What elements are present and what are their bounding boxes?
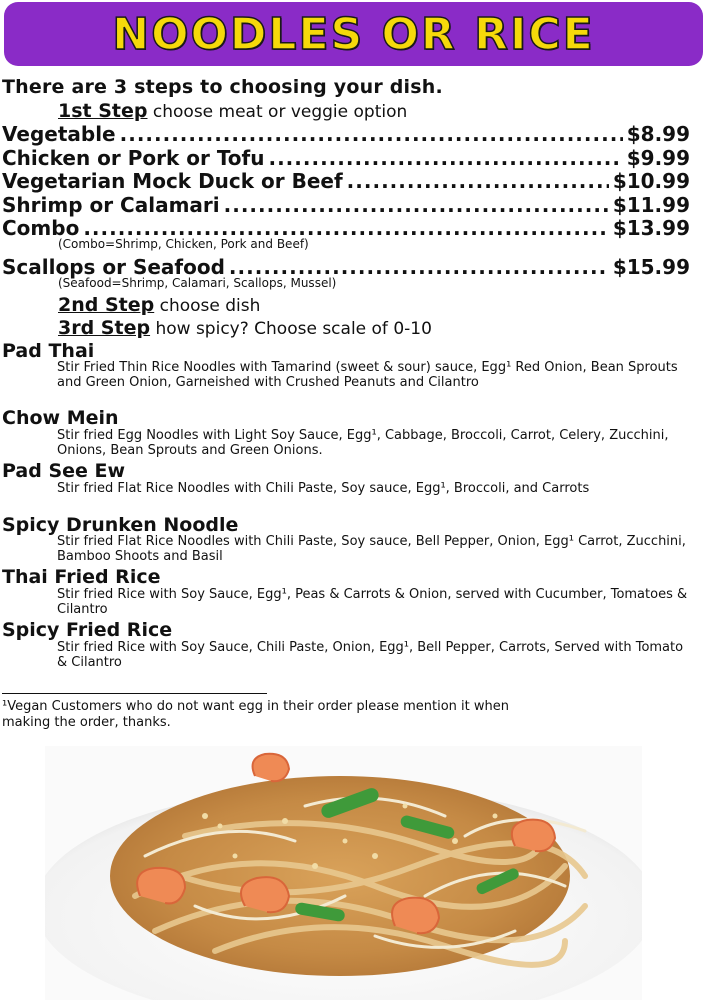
step-text: choose meat or veggie option [152, 102, 408, 122]
step-1 [58, 100, 407, 122]
option-row [2, 193, 690, 217]
step-text: choose dish [159, 296, 261, 316]
option-row [2, 122, 690, 146]
option-price: $13.99 [612, 216, 690, 240]
option-name: Combo [2, 216, 80, 240]
option-row [2, 169, 690, 193]
dot-leader [347, 169, 609, 193]
intro-text: There are 3 steps to choosing your dish. [2, 76, 443, 98]
dish-description: Stir Fried Thin Rice Noodles with Tamarind (sweet & sour) sauce, Egg¹ Red Onion, Bean Sprouts and Green Onion, Garneished with Crushed Peanuts and Cilantro [57, 360, 678, 390]
step-2 [58, 294, 260, 316]
option-price: $15.99 [612, 255, 690, 279]
option-name: Vegetarian Mock Duck or Beef [2, 169, 343, 193]
dish-description: Stir fried Rice with Soy Sauce, Chili Paste, Onion, Egg¹, Bell Pepper, Carrots, Served with Tomato & Cilantro [57, 640, 684, 670]
option-name: Shrimp or Calamari [2, 193, 220, 217]
dish-name: Pad Thai [2, 340, 95, 362]
option-note: (Combo=Shrimp, Chicken, Pork and Beef) [58, 237, 309, 251]
option-price: $9.99 [626, 146, 690, 170]
noodle-plate-image [45, 746, 642, 1000]
dish-description: Stir fried Flat Rice Noodles with Chili Paste, Soy sauce, Bell Pepper, Onion, Egg¹ Carrot, Zucchini, Bamboo Shoots and Basil [57, 534, 686, 564]
option-note: (Seafood=Shrimp, Calamari, Scallops, Mussel) [58, 276, 337, 290]
dish-name: Pad See Ew [2, 460, 126, 482]
footnote-divider [2, 693, 267, 694]
option-price: $8.99 [626, 122, 690, 146]
step-label: 3rd Step [58, 317, 151, 339]
dish-name: Chow Mein [2, 407, 119, 429]
option-price: $10.99 [612, 169, 690, 193]
dish-description: Stir fried Flat Rice Noodles with Chili Paste, Soy sauce, Egg¹, Broccoli, and Carrots [57, 481, 590, 496]
step-text: how spicy? Choose scale of 0-10 [155, 319, 432, 339]
step-label: 1st Step [58, 100, 148, 122]
dish-description: Stir fried Egg Noodles with Light Soy Sauce, Egg¹, Cabbage, Broccoli, Carrot, Celery, Zucchini, Onions, Bean Sprouts and Green Onions. [57, 428, 669, 458]
dish-description: Stir fried Rice with Soy Sauce, Egg¹, Peas & Carrots & Onion, served with Cucumber, Tomatoes & Cilantro [57, 587, 688, 617]
page-title: NOODLES OR RICE [112, 8, 595, 60]
dot-leader [268, 146, 622, 170]
option-name: Scallops or Seafood [2, 255, 225, 279]
step-label: 2nd Step [58, 294, 155, 316]
option-name: Vegetable [2, 122, 116, 146]
option-row [2, 146, 690, 170]
footnote: ¹Vegan Customers who do not want egg in their order please mention it when making the order, thanks. [2, 699, 509, 730]
option-name: Chicken or Pork or Tofu [2, 146, 265, 170]
dot-leader [120, 122, 623, 146]
dot-leader [224, 193, 609, 217]
dish-photo [45, 746, 642, 1000]
option-price: $11.99 [612, 193, 690, 217]
dish-name: Spicy Fried Rice [2, 619, 173, 641]
header-banner [4, 2, 703, 66]
step-3 [58, 317, 432, 339]
dish-name: Thai Fried Rice [2, 566, 161, 588]
dish-name: Spicy Drunken Noodle [2, 514, 239, 536]
